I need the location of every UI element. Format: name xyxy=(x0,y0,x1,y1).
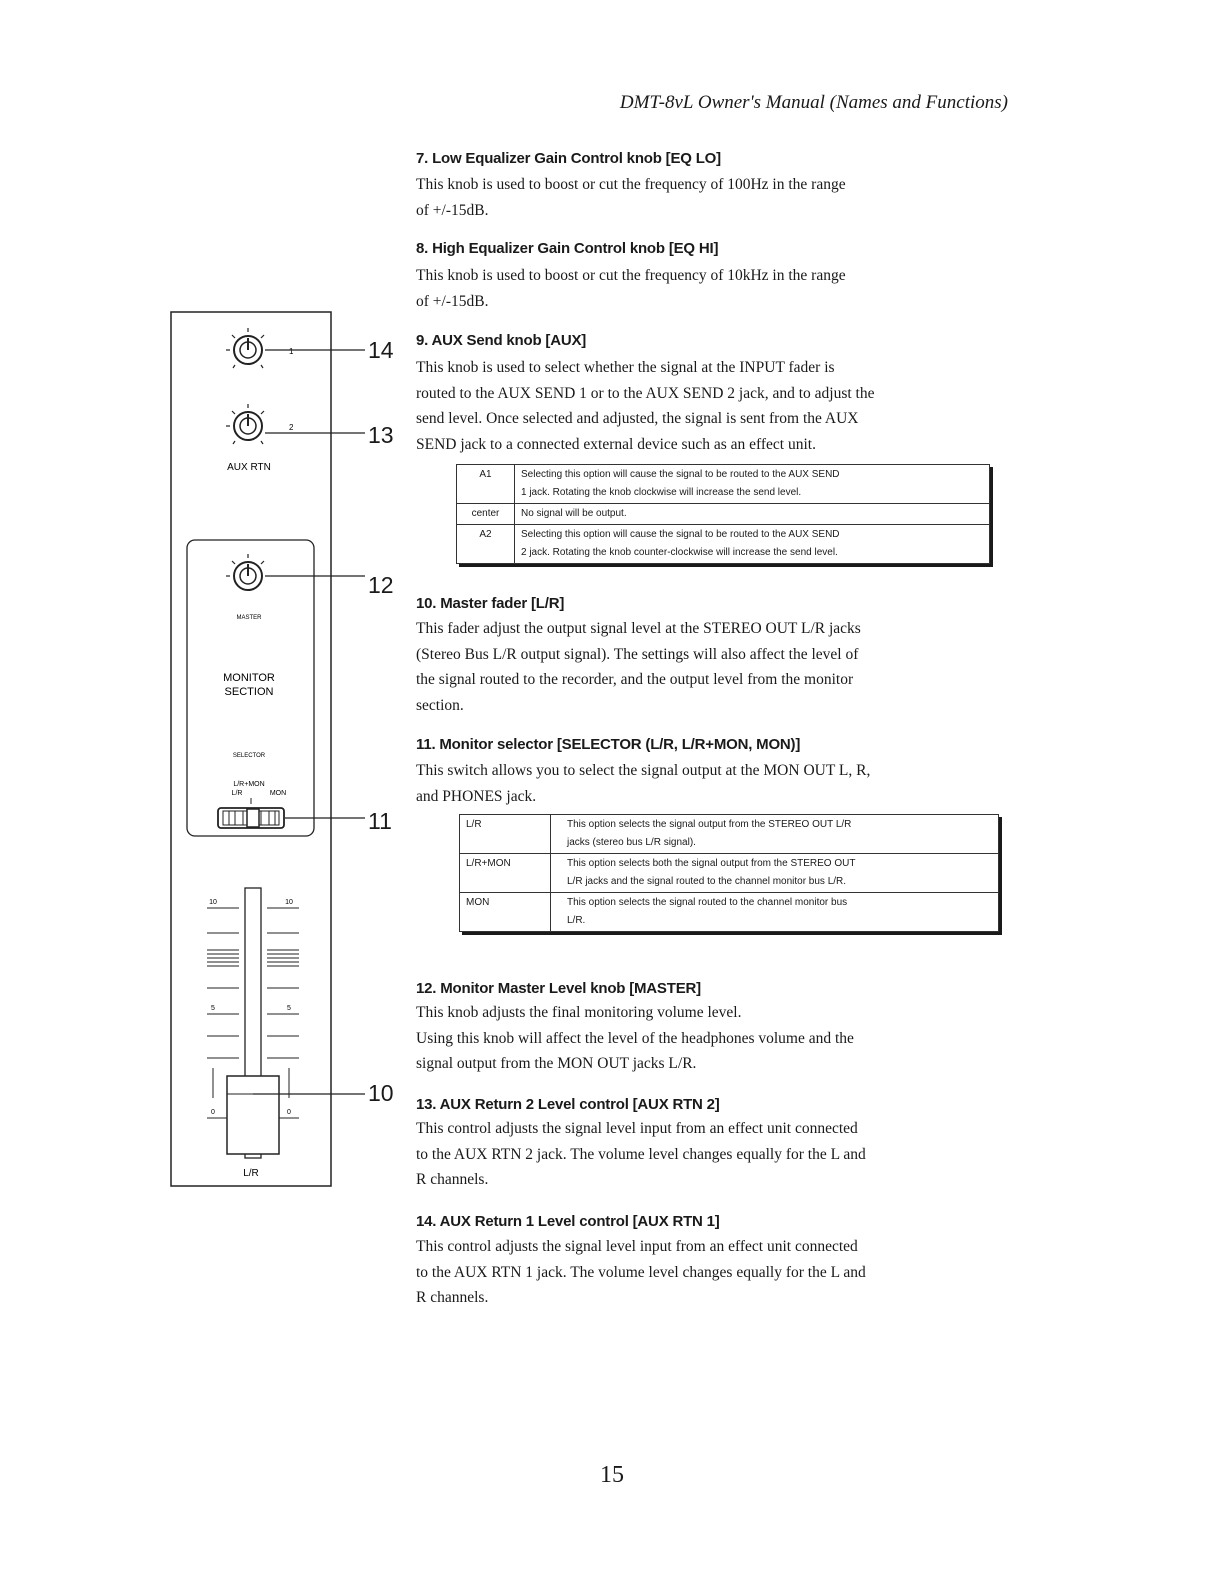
master-label: MASTER xyxy=(236,615,262,621)
table-row: A2 Selecting this option will cause the signal to be routed to the AUX SEND 2 jack. Rotating the knob counter-clockwise will increase the send level. xyxy=(457,525,990,564)
section-12-body: This knob adjusts the final monitoring volume level. Using this knob will affect the level of the headphones volume and the signal output from the MON OUT jacks L/R. xyxy=(416,1004,854,1072)
section-10-title: 10. Master fader [L/R] xyxy=(416,595,565,612)
monitor-label-1: MONITOR xyxy=(223,672,275,684)
aux-rtn-label: AUX RTN xyxy=(227,462,271,473)
fader-bot-right: 0 xyxy=(287,1109,291,1116)
knob2-mark: 2 xyxy=(289,423,294,432)
section-14-body: This control adjusts the signal level input from an effect unit connected to the AUX RTN 1 jack. The volume level changes equally for the L and R channels. xyxy=(416,1238,866,1306)
knob1-mark: 1 xyxy=(289,347,294,356)
callout-14: 14 xyxy=(368,337,394,363)
section-8-body: This knob is used to boost or cut the frequency of 10kHz in the range of +/-15dB. xyxy=(416,267,846,310)
table-row: center No signal will be output. xyxy=(457,504,990,525)
aux-send-table xyxy=(456,464,990,564)
fader-top-left: 10 xyxy=(209,899,217,906)
fader-mid-left: 5 xyxy=(211,1005,215,1012)
section-7-title: 7. Low Equalizer Gain Control knob [EQ LO] xyxy=(416,150,721,167)
selector-top-label: L/R+MON xyxy=(233,781,265,788)
section-13-body: This control adjusts the signal level input from an effect unit connected to the AUX RTN 2 jack. The volume level changes equally for the L and R channels. xyxy=(416,1120,866,1188)
section-9-body: This knob is used to select whether the signal at the INPUT fader is routed to the AUX SEND 1 or to the AUX SEND 2 jack, and to adjust the send level. Once selected and adjusted, the signal is sent from the AUX SEND jack to a connected external device such as an effect unit. xyxy=(416,359,875,453)
fader-label: L/R xyxy=(243,1168,259,1179)
section-11-body: This switch allows you to select the signal output at the MON OUT L, R, and PHONES jack. xyxy=(416,762,871,805)
page-header: DMT-8vL Owner's Manual (Names and Functions) xyxy=(619,92,1008,113)
callout-12: 12 xyxy=(368,572,394,598)
callout-10: 10 xyxy=(368,1080,394,1106)
selector-switch xyxy=(218,808,284,828)
section-12-title: 12. Monitor Master Level knob [MASTER] xyxy=(416,980,701,997)
fader-knob xyxy=(227,1076,279,1154)
fader-bot-left: 0 xyxy=(211,1109,215,1116)
callout-11: 11 xyxy=(368,808,392,834)
fader-mid-right: 5 xyxy=(287,1005,291,1012)
monitor-selector-table xyxy=(459,814,999,932)
table-row: MON This option selects the signal routed to the channel monitor bus L/R. xyxy=(460,893,999,932)
page-number: 15 xyxy=(600,1462,624,1488)
callout-13: 13 xyxy=(368,422,394,448)
section-11-title: 11. Monitor selector [SELECTOR (L/R, L/R+MON, MON)] xyxy=(416,736,801,753)
section-10-body: This fader adjust the output signal level at the STEREO OUT L/R jacks (Stereo Bus L/R output signal). The settings will also affect the level of the signal routed to the recorder, and the output level from the monitor section. xyxy=(416,620,861,714)
section-13-title: 13. AUX Return 2 Level control [AUX RTN 2] xyxy=(416,1096,720,1113)
selector-right-label: MON xyxy=(269,790,287,797)
section-8-title: 8. High Equalizer Gain Control knob [EQ HI] xyxy=(416,240,719,257)
section-9-title: 9. AUX Send knob [AUX] xyxy=(416,332,587,349)
section-7-body: This knob is used to boost or cut the frequency of 100Hz in the range of +/-15dB. xyxy=(416,176,846,219)
fader-top-right: 10 xyxy=(285,899,293,906)
section-14-title: 14. AUX Return 1 Level control [AUX RTN 1] xyxy=(416,1213,720,1230)
monitor-label-2: SECTION xyxy=(224,686,274,698)
table-row: A1 Selecting this option will cause the signal to be routed to the AUX SEND 1 jack. Rotating the knob clockwise will increase the send level. xyxy=(457,465,990,504)
selector-label: SELECTOR xyxy=(232,753,266,759)
selector-left-label: L/R xyxy=(231,790,243,797)
table-row: L/R This option selects the signal output from the STEREO OUT L/R jacks (stereo bus L/R signal). xyxy=(460,815,999,854)
table-row: L/R+MON This option selects both the signal output from the STEREO OUT L/R jacks and the signal routed to the channel monitor bus L/R. xyxy=(460,854,999,893)
